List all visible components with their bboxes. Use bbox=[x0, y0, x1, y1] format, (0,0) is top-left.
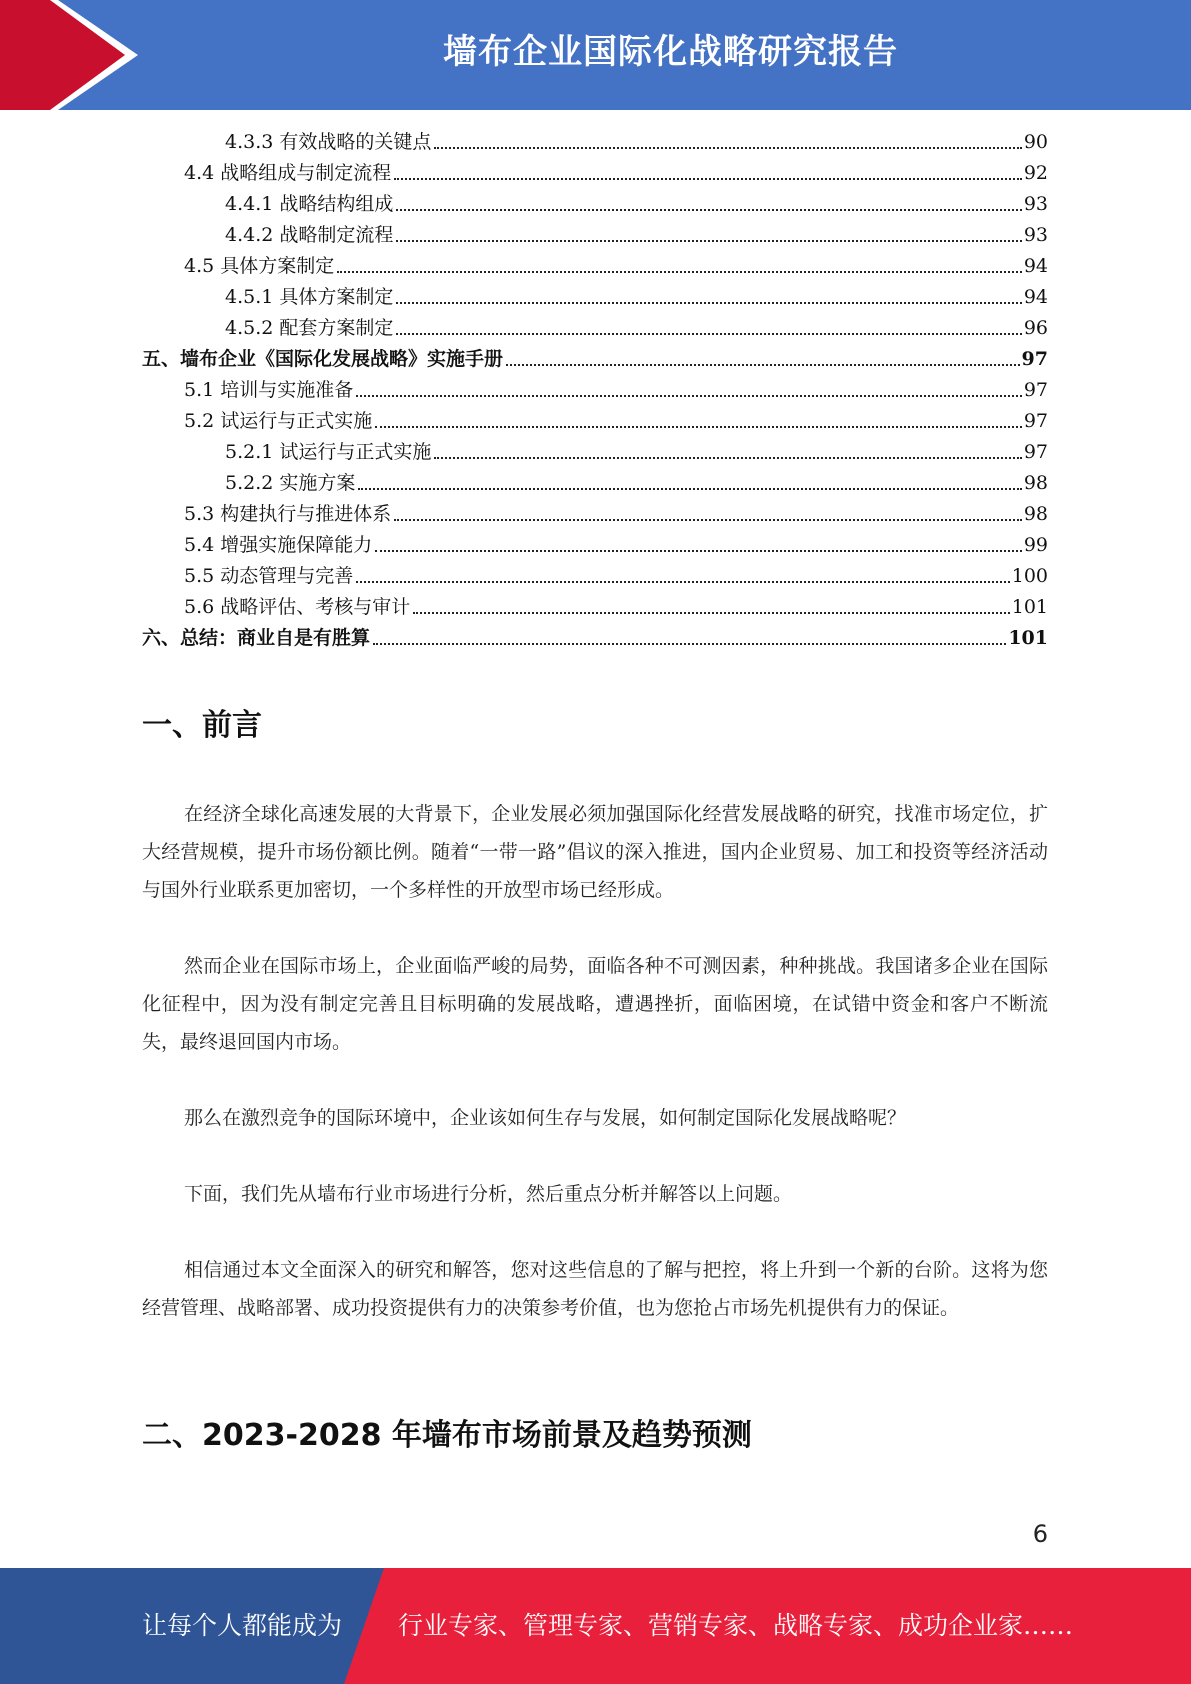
footer-slogan-left: 让每个人都能成为 bbox=[142, 1611, 343, 1640]
header-red-arrow-decoration bbox=[0, 0, 160, 110]
page-header bbox=[0, 0, 1191, 110]
body-paragraph: 然而企业在国际市场上，企业面临严峻的局势，面临各种不可测因素，种种挑战。我国诸多企业在国际化征程中，因为没有制定完善且目标明确的发展战略，遭遇挫折，面临困境，在试错中资金和客户不断流失，最终退回国内市场。 bbox=[142, 955, 1048, 1053]
toc-entry[interactable]: 4.5.1 具体方案制定 94 bbox=[225, 286, 1048, 308]
body-paragraph: 下面，我们先从墙布行业市场进行分析，然后重点分析并解答以上问题。 bbox=[184, 1183, 793, 1205]
toc-entry[interactable]: 4.4.1 战略结构组成 93 bbox=[225, 193, 1048, 215]
page-number: 6 bbox=[1032, 1520, 1048, 1548]
body-paragraph: 在经济全球化高速发展的大背景下，企业发展必须加强国际化经营发展战略的研究，找准市场定位，扩大经营规模，提升市场份额比例。随着“一带一路”倡议的深入推进，国内企业贸易、加工和投资等经济活动与国外行业联系更加密切，一个多样性的开放型市场已经形成。 bbox=[142, 803, 1048, 901]
body-paragraph: 相信通过本文全面深入的研究和解答，您对这些信息的了解与把控，将上升到一个新的台阶。这将为您经营管理、战略部署、成功投资提供有力的决策参考价值，也为您抢占市场先机提供有力的保证。 bbox=[142, 1259, 1048, 1319]
toc-entry[interactable]: 5.3 构建执行与推进体系 98 bbox=[184, 503, 1048, 525]
toc-entry[interactable]: 5.5 动态管理与完善 100 bbox=[184, 565, 1048, 587]
toc-entry[interactable]: 5.2.1 试运行与正式实施 97 bbox=[225, 441, 1048, 463]
toc-entry[interactable]: 4.4 战略组成与制定流程 92 bbox=[184, 162, 1048, 184]
toc-entry[interactable]: 5.6 战略评估、考核与审计 101 bbox=[184, 596, 1048, 618]
report-title: 墙布企业国际化战略研究报告 bbox=[443, 32, 898, 72]
toc-entry-chapter[interactable]: 六、总结：商业自是有胜算 101 bbox=[142, 627, 1048, 649]
page-footer bbox=[0, 1568, 1191, 1684]
toc-entry[interactable]: 5.2.2 实施方案 98 bbox=[225, 472, 1048, 494]
section-heading-preface: 一、前言 bbox=[142, 708, 262, 743]
toc-entry[interactable]: 4.5 具体方案制定 94 bbox=[184, 255, 1048, 277]
toc-entry[interactable]: 5.1 培训与实施准备 97 bbox=[184, 379, 1048, 401]
toc-entry[interactable]: 4.4.2 战略制定流程 93 bbox=[225, 224, 1048, 246]
toc-entry[interactable]: 5.2 试运行与正式实施 97 bbox=[184, 410, 1048, 432]
footer-slogan-right: 行业专家、管理专家、营销专家、战略专家、成功企业家…… bbox=[398, 1611, 1074, 1640]
toc-entry[interactable]: 4.3.3 有效战略的关键点 90 bbox=[225, 131, 1048, 153]
toc-entry-chapter[interactable]: 五、墙布企业《国际化发展战略》实施手册 97 bbox=[142, 348, 1048, 370]
section-heading-market-forecast: 二、2023-2028 年墙布市场前景及趋势预测 bbox=[142, 1418, 752, 1453]
body-paragraph: 那么在激烈竞争的国际环境中，企业该如何生存与发展，如何制定国际化发展战略呢？ bbox=[184, 1107, 907, 1129]
toc-entry[interactable]: 4.5.2 配套方案制定 96 bbox=[225, 317, 1048, 339]
toc-entry[interactable]: 5.4 增强实施保障能力 99 bbox=[184, 534, 1048, 556]
